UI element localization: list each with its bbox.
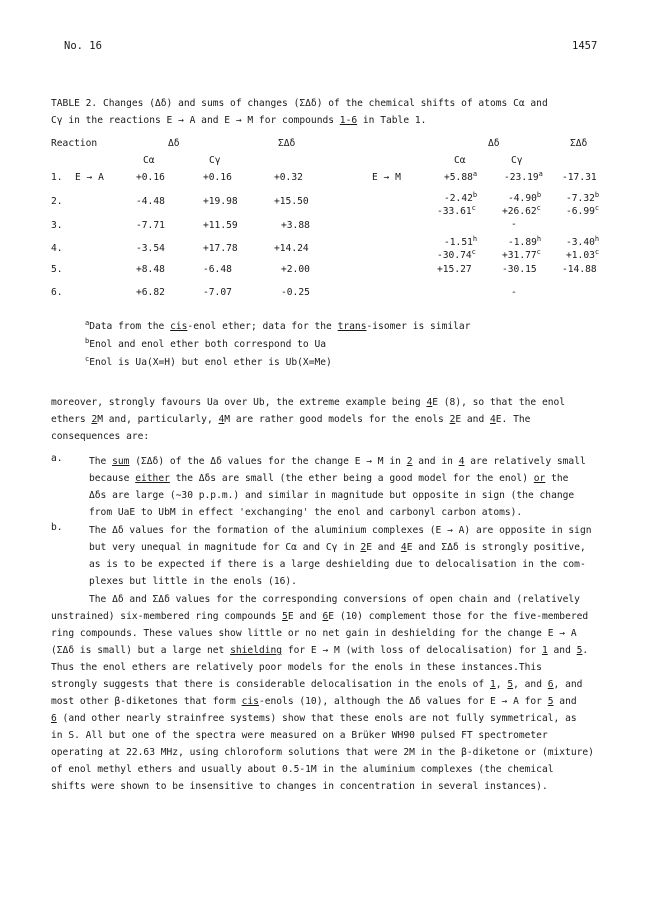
- cell-cgamma-M: -1.89$^h$: [508, 234, 542, 248]
- row-number: 6.: [51, 287, 63, 298]
- cell-sum-A: +14.24: [274, 243, 309, 254]
- body-paragraph-1: moreover, strongly favours Ua over Ub, the extreme example being 4E (8), so that the enol ethers 2M and, particularly, 4M are rather good models for the enols 2E and 4E. The consequences are:: [51, 397, 566, 442]
- col-head-cgamma-A: Cγ: [209, 155, 221, 166]
- cell-sum-M: -17.31: [562, 172, 597, 183]
- cell-calpha-A: -4.48: [136, 196, 165, 207]
- cell-cgamma-A: +0.16: [203, 172, 232, 183]
- item-a-label: a.: [51, 453, 63, 464]
- col-head-delta-M: Δδ: [488, 138, 500, 149]
- cell-cgamma-M: -4.90$^b$: [508, 190, 542, 204]
- row-number: 1.: [51, 172, 63, 183]
- col-head-delta-A: Δδ: [168, 138, 180, 149]
- cell-sum-A: +3.88: [281, 220, 310, 231]
- row-number: 4.: [51, 243, 63, 254]
- row-number: 2.: [51, 196, 63, 207]
- cell-sum-A: +15.50: [274, 196, 309, 207]
- reaction-label-M: E → M: [372, 172, 401, 183]
- cell-empty-dash: -: [511, 287, 517, 298]
- cell-cgamma-A: -7.07: [203, 287, 232, 298]
- col-head-cgamma-M: Cγ: [511, 155, 523, 166]
- cell-calpha-M-alt: -30.74$^c$: [437, 247, 476, 261]
- item-a-text: The sum (ΣΔδ) of the Δδ values for the change E → M in 2 and in 4 are relatively small because either the Δδs are small (the ether being a good model for the enol) or the Δδs are large (∼30 p.p.m.) and similar in magnitude but opposite in sign (the change from UaE to UbM in effect 'exchanging' the enol and carbonyl carbon atoms).: [89, 456, 586, 518]
- cell-calpha-M: +5.88$^a$: [444, 169, 478, 183]
- cell-calpha-A: +8.48: [136, 264, 165, 275]
- table-caption-line1: TABLE 2. Changes (Δδ) and sums of changes (ΣΔδ) of the chemical shifts of atoms Cα and: [51, 98, 548, 109]
- col-head-sum-A: ΣΔδ: [278, 138, 296, 149]
- cell-sum-M: -7.32$^b$: [566, 190, 600, 204]
- cell-calpha-M-alt: -33.61$^c$: [437, 203, 476, 217]
- cell-calpha-A: +0.16: [136, 172, 165, 183]
- cell-cgamma-M-alt: +31.77$^c$: [502, 247, 541, 261]
- cell-calpha-M: -1.51$^h$: [444, 234, 478, 248]
- cell-calpha-M: -2.42$^b$: [444, 190, 478, 204]
- footnote-b: $^b$Enol and enol ether both correspond to Ua: [85, 336, 327, 350]
- cell-cgamma-A: +17.78: [203, 243, 238, 254]
- cell-sum-M-alt: +1.03$^c$: [566, 247, 600, 261]
- footnote-a: $^a$Data from the cis-enol ether; data for the trans-isomer is similar: [85, 318, 471, 332]
- cell-calpha-M: +15.27: [437, 264, 472, 275]
- cell-sum-M: -3.40$^h$: [566, 234, 600, 248]
- cell-cgamma-M: -30.15: [502, 264, 537, 275]
- cell-calpha-A: -3.54: [136, 243, 165, 254]
- cell-sum-M: -14.88: [562, 264, 597, 275]
- item-b-text: The Δδ values for the formation of the aluminium complexes (E → A) are opposite in sign but very unequal in magnitude for Cα and Cγ in 2E and 4E and ΣΔδ is strongly positive, as is to be expected if there is a large deshielding due to delocalisation in the com- plexes but little in the enols (16).: [89, 525, 592, 587]
- issue-number: No. 16: [64, 40, 102, 52]
- body-paragraph-2: The Δδ and ΣΔδ values for the corresponding conversions of open chain and (relatively unstrained) six-membered ring compounds 5E and 6E (10) complement those for the five-membered ring compounds. These values show little or no net gain in deshielding for the change E → A (ΣΔδ is small) but a large net shielding for E → M (with loss of delocalisation) for 1 and 5. Thus the enol ethers are relatively poor models for the enols in these instances.This strongly suggests that there is considerable delocalisation in the enols of 1, 5, and 6, and most other β-diketones that form cis-enols (10), although the Δδ values for E → A for 5 and 6 (and other nearly strainfree systems) show that these enols are not fully symmetrical, as in S. All but one of the spectra were measured on a Brüker WH90 pulsed FT spectrometer operating at 22.63 MHz, using chloroform solutions that were 2M in the β-diketone or (mixture) of enol methyl ethers and usually about 0.5-1M in the aluminium complexes (the chemical shifts were shown to be insensitive to changes in concentration in several instances).: [51, 594, 594, 792]
- col-head-reaction: Reaction: [51, 138, 98, 149]
- cell-sum-M-alt: -6.99$^c$: [566, 203, 600, 217]
- footnote-c: $^c$Enol is Ua(X=H) but enol ether is Ub(X=Me): [85, 354, 332, 368]
- cell-sum-A: +0.32: [274, 172, 303, 183]
- cell-cgamma-M-alt: +26.62$^c$: [502, 203, 541, 217]
- cell-calpha-A: -7.71: [136, 220, 165, 231]
- cell-cgamma-A: -6.48: [203, 264, 232, 275]
- cell-sum-A: +2.00: [281, 264, 310, 275]
- cell-cgamma-M: -23.19$^a$: [504, 169, 543, 183]
- row-number: 5.: [51, 264, 63, 275]
- col-head-calpha-A: Cα: [143, 155, 155, 166]
- cell-calpha-A: +6.82: [136, 287, 165, 298]
- page-number: 1457: [572, 40, 598, 52]
- cell-cgamma-A: +11.59: [203, 220, 238, 231]
- reaction-label-A: E → A: [75, 172, 104, 183]
- col-head-sum-M: ΣΔδ: [570, 138, 588, 149]
- table-caption-line2: Cγ in the reactions E → A and E → M for compounds 1-6 in Table 1.: [51, 115, 427, 126]
- cell-cgamma-A: +19.98: [203, 196, 238, 207]
- cell-empty-dash: -: [511, 219, 517, 230]
- item-b-label: b.: [51, 522, 63, 533]
- cell-sum-A: -0.25: [281, 287, 310, 298]
- row-number: 3.: [51, 220, 63, 231]
- col-head-calpha-M: Cα: [454, 155, 466, 166]
